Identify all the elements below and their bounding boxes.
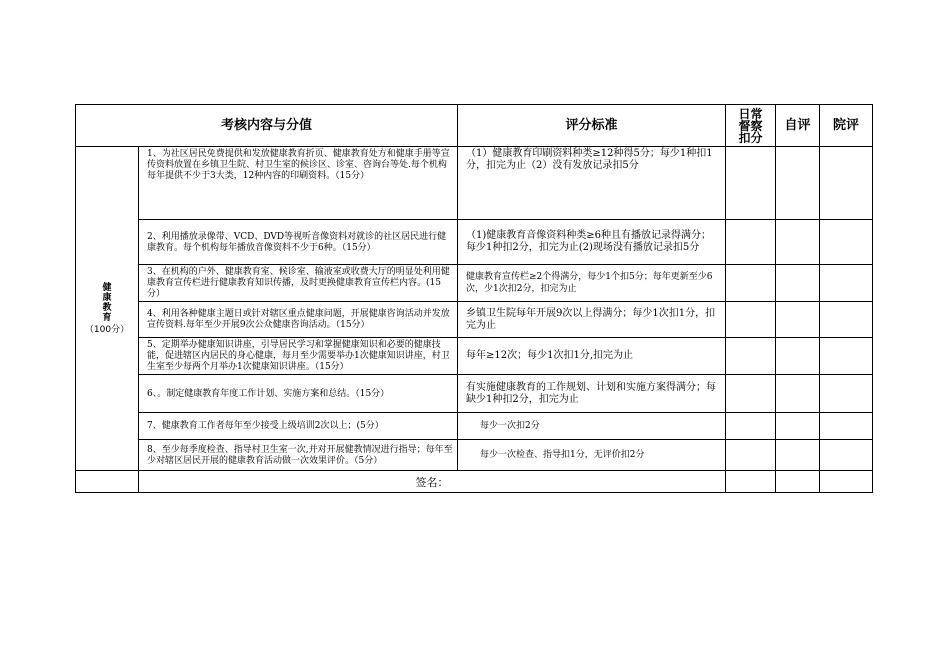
item-content: 6、。制定健康教育年度工作计划、实施方案和总结。（15分） <box>139 375 458 413</box>
self-score-cell[interactable] <box>776 265 820 302</box>
table-row <box>76 220 873 265</box>
self-score-cell[interactable] <box>776 302 820 338</box>
daily-score-cell[interactable] <box>726 440 776 471</box>
signature-blank-cell <box>76 471 139 493</box>
item-criteria: 健康教育宣传栏≥2个得满分，每少1个扣5分；每年更新至少6次，少1次扣2分，扣完为止 <box>458 265 726 302</box>
daily-score-cell[interactable] <box>726 220 776 265</box>
item-content: 8、至少每季度检查、指导村卫生室一次,并对开展健教情况进行指导；每年至少对辖区居民开展的健康教育活动做一次效果评价。（5分） <box>139 440 458 471</box>
item-criteria: 每少一次扣2分 <box>458 413 726 440</box>
hospital-score-cell[interactable] <box>820 440 873 471</box>
header-content: 考核内容与分值 <box>76 105 458 147</box>
self-score-cell[interactable] <box>776 440 820 471</box>
item-criteria: （1)健康教育音像资料种类≥6种且有播放记录得满分；每少1种扣2分，扣完为止(2)现场没有播放记录扣5分 <box>458 220 726 265</box>
self-score-cell[interactable] <box>776 147 820 220</box>
item-content: 4、利用各种健康主题日或针对辖区重点健康问题，开展健康咨询活动并发放宣传资料.每年至少开展9次公众健康咨询活动。（15分） <box>139 302 458 338</box>
item-criteria: 每少一次检查、指导扣1分，无评价扣2分 <box>458 440 726 471</box>
table-row <box>76 338 873 375</box>
signature-self-cell[interactable] <box>776 471 820 493</box>
table-row <box>76 375 873 413</box>
daily-score-cell[interactable] <box>726 375 776 413</box>
daily-score-cell[interactable] <box>726 413 776 440</box>
hospital-score-cell[interactable] <box>820 220 873 265</box>
category-score: （100分） <box>84 324 130 335</box>
table-row <box>76 147 873 220</box>
header-row <box>76 105 873 147</box>
self-score-cell[interactable] <box>776 338 820 375</box>
category-cell <box>76 147 139 471</box>
item-content: 3、在机构的户外、健康教育室、候诊室、输液室或收费大厅的明显处利用健康教育宣传栏进行健康教育知识传播，及时更换健康教育宣传栏内容。(15分） <box>139 265 458 302</box>
signature-row <box>76 471 873 493</box>
header-self-eval: 自评 <box>776 105 820 147</box>
table-row <box>76 302 873 338</box>
assessment-table <box>75 104 873 493</box>
daily-score-cell[interactable] <box>726 265 776 302</box>
header-hospital-eval: 院评 <box>820 105 873 147</box>
item-content: 1、为社区居民免费提供和发放健康教育折页、健康教育处方和健康手册等宣传资料放置在乡镇卫生院、村卫生室的候诊区、诊室、咨询台等处.每个机构每年提供不少于3大类，12种内容的印刷资料。（15分） <box>139 147 458 220</box>
hospital-score-cell[interactable] <box>820 338 873 375</box>
header-daily-inspection: 日常督察扣分 <box>726 105 776 147</box>
item-content: 2、利用播放录像带、VCD、DVD等视听音像资料对就诊的社区居民进行健康教育。每个机构每年播放音像资料不少于6种。（15分） <box>139 220 458 265</box>
signature-label[interactable]: 签名： <box>139 471 726 493</box>
item-criteria: 每年≥12次；每少1次扣1分,扣完为止 <box>458 338 726 375</box>
signature-daily-cell[interactable] <box>726 471 776 493</box>
item-criteria: 乡镇卫生院每年开展9次以上得满分；每少1次扣1分，扣完为止 <box>458 302 726 338</box>
table-row <box>76 413 873 440</box>
hospital-score-cell[interactable] <box>820 375 873 413</box>
hospital-score-cell[interactable] <box>820 302 873 338</box>
hospital-score-cell[interactable] <box>820 147 873 220</box>
self-score-cell[interactable] <box>776 413 820 440</box>
header-criteria: 评分标准 <box>458 105 726 147</box>
table-row <box>76 440 873 471</box>
table-row <box>76 265 873 302</box>
hospital-score-cell[interactable] <box>820 413 873 440</box>
signature-hospital-cell[interactable] <box>820 471 873 493</box>
item-content: 5、定期举办健康知识讲座，引导居民学习和掌握健康知识和必要的健康技能，促进辖区内居民的身心健康，每月至少需要举办1次健康知识讲座，村卫生室至少每两个月举办1次健康知识讲座。（15分） <box>139 338 458 375</box>
daily-score-cell[interactable] <box>726 147 776 220</box>
item-criteria: （1）健康教育印刷资料种类≥12种得5分；每少1种扣1分，扣完为止（2）没有发放记录扣5分 <box>458 147 726 220</box>
category-name: 健康教育 <box>102 282 112 323</box>
self-score-cell[interactable] <box>776 375 820 413</box>
daily-score-cell[interactable] <box>726 338 776 375</box>
daily-score-cell[interactable] <box>726 302 776 338</box>
item-content: 7、健康教育工作者每年至少接受上级培训2次以上；(5分） <box>139 413 458 440</box>
self-score-cell[interactable] <box>776 220 820 265</box>
hospital-score-cell[interactable] <box>820 265 873 302</box>
item-criteria: 有实施健康教育的工作规划、计划和实施方案得满分；每缺少1种扣2分，扣完为止 <box>458 375 726 413</box>
